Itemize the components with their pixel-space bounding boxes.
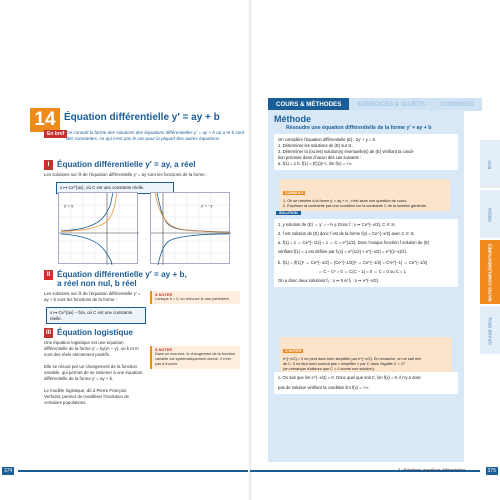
side-tab-grand-oral: [480, 306, 500, 354]
section-title-line2: a réel non nul, b réel: [57, 279, 137, 288]
section-3-text-1: Une équation logistique est une équation différentielle de la forme y′ = ky(m − y), où k et m sont des réels strictement positifs.: [44, 340, 139, 357]
page-number-right: 375: [487, 468, 496, 474]
section-1-heading: [44, 160, 196, 170]
graph-exp-negative-plot: [151, 193, 231, 265]
en-bref-tag: En bref: [44, 130, 67, 138]
section-title-block: [57, 270, 187, 288]
side-tab-bac: [480, 140, 500, 188]
method-title: Méthode: [274, 114, 311, 124]
graph-exp-positive-plot: [59, 193, 139, 265]
section-title: Équation logistique: [57, 328, 133, 337]
solution-line: a. f(1) = 1 ⇔ Ce^{−1/2} = 1 ⇔ C = e^{1/2}. Donc l'unique fonction f solution de (E): [278, 240, 430, 245]
solution-line: c. On sait que lim e^{−x/2} = 0. Donc quel que soit C, lim f(x) = 0, il n'y a donc: [278, 375, 422, 380]
en-bref-text: On connaît la forme des solutions des équations différentielles y′ = ay + b où a et b sont des constantes, ce qui n'est pas le cas pour la plupart des autres équations.: [66, 130, 245, 141]
note-body: Lorsque b = 0, on retrouve le cas précédent.: [155, 297, 230, 301]
solution-line: On a donc deux solutions f₀ : x ↦ 0 et f₁ : x ↦ e^{−x/2}.: [278, 278, 380, 283]
footer-rule: [18, 470, 248, 472]
exercise-statement: [274, 134, 458, 170]
footer-chapter-text: 3 • Primitives, équations différentielles: [398, 467, 466, 472]
a-noter-box: [280, 337, 452, 374]
note-title: À NOTER: [155, 348, 173, 352]
section-number: III: [45, 330, 51, 336]
section-2-heading: [44, 270, 187, 288]
graph-exp-negative: [150, 192, 230, 264]
a-noter-line: e^{−x/2} = 0 ne peut donc bien simplifier par e^{−x/2}. En revanche, on ne sait rien: [283, 357, 422, 361]
statement-line: a. f(1) = 1 b. f(1) = (f(1))² c. lim f(x) = +∞: [278, 161, 352, 166]
section-3-text-3: Le modèle logistique, dû à Pierre François Verhulst, permet de modéliser l'évolution de certaines populations.: [44, 388, 130, 405]
graph-label: y′ = y: [64, 203, 74, 208]
side-tabs: [480, 140, 500, 356]
conseils-tag: CONSEILS: [285, 191, 304, 195]
conseil-line: 1. On se ramène à la forme y′ = ay + b ; c'est alors une question de cours.: [283, 199, 408, 203]
graph-exp-positive: [58, 192, 138, 264]
note-title: À NOTER: [155, 293, 173, 297]
side-tab-label: MATHS COMPLÉMENTAIRES: [487, 242, 493, 302]
solution-line: vérifiant f(1) = 1 est définie par f₁(x) = e^{1/2} × e^{−x/2} = e^{(1−x)/2}.: [278, 249, 408, 254]
right-page: [250, 0, 500, 500]
statement-line: tion précisée dans chacun des cas suivants :: [278, 155, 362, 160]
note-body: Dans un exercice, le changement de la fonction variable est systématiquement donné, il n'est pas à trouver.: [155, 352, 235, 366]
tab-corriges: CORRIGÉS: [433, 98, 482, 111]
section-3-text-2: Elle se résout par un changement de la fonction variable, qui permet de se ramener à une équation différentielle de la forme y′ = ay + b.: [44, 364, 143, 381]
section-2-text: Les solutions sur ℝ de l'équation différentielle y′ = ay + b sont les fonctions de la forme :: [44, 291, 141, 302]
a-noter-tag: À NOTER: [285, 349, 302, 353]
statement-line: 2. Déterminer la (ou les) solution(s) éventuelle(s) de (E) vérifiant la condi-: [278, 149, 414, 154]
note-box-1: [150, 291, 240, 304]
section-3-heading: [44, 328, 133, 338]
side-tab-label: GRAND ORAL: [487, 315, 493, 345]
solution-line: 2. f est solution de (E) donc f est de la forme f(x) = Ce^{−x/2} avec C ∈ ℝ.: [278, 231, 415, 236]
side-tab-maths-complementaires: [480, 240, 500, 304]
section-number: I: [44, 160, 53, 170]
solution-body: [274, 219, 458, 287]
section-2-formula: x ↦ Ce^{ax} − b/a, où C est une constante réelle.: [46, 307, 146, 324]
chapter-number: 14: [30, 108, 60, 132]
tab-exercices-sujets: EXERCICES & SUJETS: [349, 98, 433, 111]
conseils-box: [280, 179, 450, 211]
section-number: II: [44, 270, 53, 280]
solution-line: ⇔ C − C² = 0 ⇔ C(C − 1) = 0 ⇔ C = 0 ou C = 1: [318, 269, 406, 274]
section-title: Équation différentielle y′ = ay + b,: [57, 270, 187, 279]
method-subtitle: Résoudre une équation différentielle de la forme y′ = ay + b: [286, 125, 432, 131]
statement-line: 1. Déterminer les solutions de (E) sur ℝ.: [278, 143, 353, 148]
section-title: Équation différentielle y′ = ay, a réel: [57, 160, 196, 169]
note-box-2: [150, 346, 240, 369]
conseil-line: 2. Exprimez la contrainte par une condition sur la constante C de la solution générale.: [283, 204, 427, 208]
solution-line: 1. y solution de (E) ⇔ y′ = −½ y. Donc f : x ↦ Ce^{−x/2}, C ∈ ℝ.: [278, 222, 396, 227]
side-tab-prepa: [480, 190, 500, 238]
solution-conclusion: [274, 372, 458, 394]
solution-tag: SOLUTION: [276, 211, 301, 215]
chapter-title: Équation différentielle y′ = ay + b: [64, 112, 220, 123]
tab-cours-methodes: COURS & MÉTHODES: [268, 98, 349, 111]
solution-line: pas de solution vérifiant la condition lim f(x) = +∞.: [278, 385, 370, 390]
section-1-formula: x ↦ Ce^{ax}, où C est une constante réelle.: [56, 182, 174, 194]
section-1-text: Les solutions sur ℝ de l'équation différentielle y′ = ay sont les fonctions de la forme :: [44, 172, 208, 177]
statement-line: On considère l'équation différentielle (E) : 2y′ + y = 0.: [278, 137, 377, 142]
side-tab-label: PREPA: [487, 206, 493, 222]
a-noter-line: (on remarque d'ailleurs que C = 0 donne une solution).: [283, 367, 375, 371]
side-tab-label: BAC: [487, 159, 493, 169]
graph-label: y′ = −y: [201, 203, 213, 208]
a-noter-line: de C. Il ne faut donc surtout pas « simplifier » par C dans l'égalité C = C²: [283, 362, 405, 366]
page-number-left: 374: [4, 468, 13, 474]
solution-line: b. f(1) = (f(1))² ⇔ Ce^{−1/2} = (Ce^{−1/2})² ⇔ Ce^{−1/2} = C²e^{−1} ⇔ Ce^{−1/2}: [278, 260, 428, 265]
